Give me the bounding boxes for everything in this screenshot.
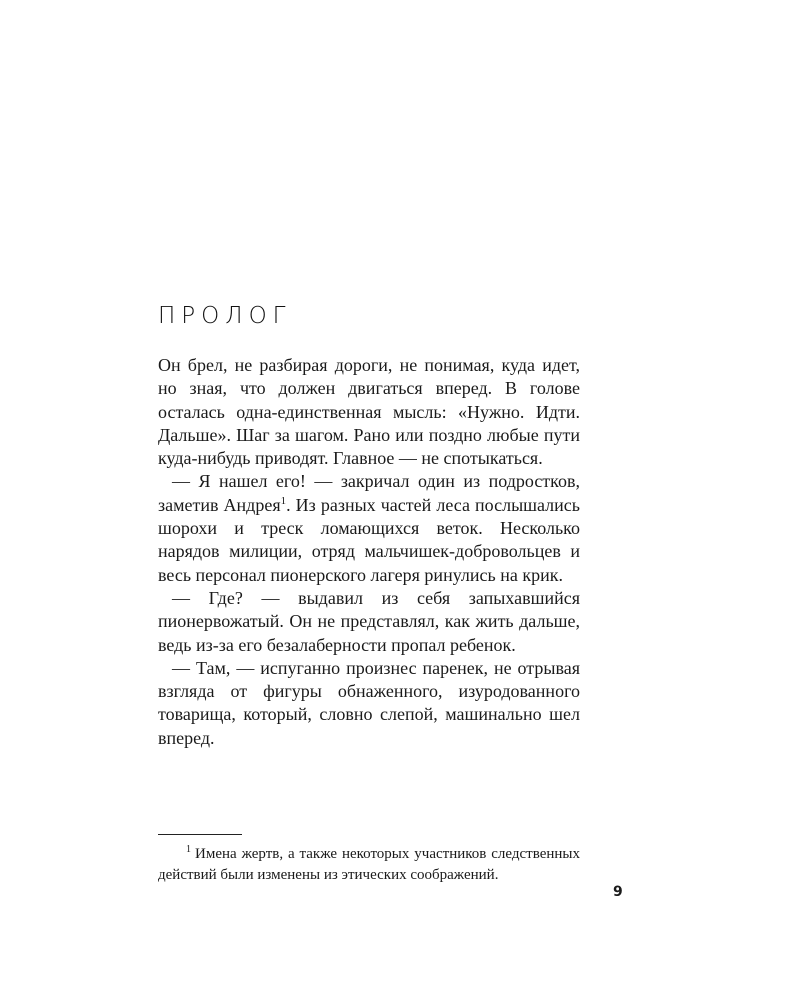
footnote-text: Имена жертв, а также некоторых участников следственных действий были изменены из этических соображений.: [158, 846, 580, 883]
paragraph-4: — Там, — испуганно произнес паренек, не отрывая взгляда от фигуры обнаженного, изуродованного товарища, который, словно слепой, машинально шел вперед.: [158, 657, 580, 748]
body-text: [158, 354, 580, 750]
footnote: [158, 844, 580, 885]
page-number: 9: [613, 884, 623, 900]
paragraph-2-before: — Я нашел его! — закричал один из подростков, заметив Андрея: [158, 471, 580, 515]
paragraph-1: Он брел, не разбирая дороги, не понимая, куда идет, но зная, что должен двигаться вперед. В голове осталась одна-единственная мысль: «Нужно. Идти. Дальше». Шаг за шагом. Рано или поздно любые пути куда-нибудь приводят. Главное — не спотыкаться.: [158, 355, 580, 469]
chapter-title: ПРОЛОГ: [158, 303, 292, 329]
paragraph-2: [158, 470, 580, 586]
paragraph-2-after: . Из разных частей леса послышались шорохи и треск ломающихся веток. Несколько нарядов милиции, отряд мальчишек-добровольцев и весь персонал пионерского лагеря ринулись на крик.: [158, 494, 580, 585]
footnote-divider: [158, 834, 242, 835]
footnote-reference: 1: [280, 494, 287, 507]
paragraph-3: — Где? — выдавил из себя запыхавшийся пионервожатый. Он не представлял, как жить дальше, ведь из-за его безалаберности пропал ребенок.: [158, 587, 580, 655]
footnote-mark: 1: [186, 844, 191, 855]
